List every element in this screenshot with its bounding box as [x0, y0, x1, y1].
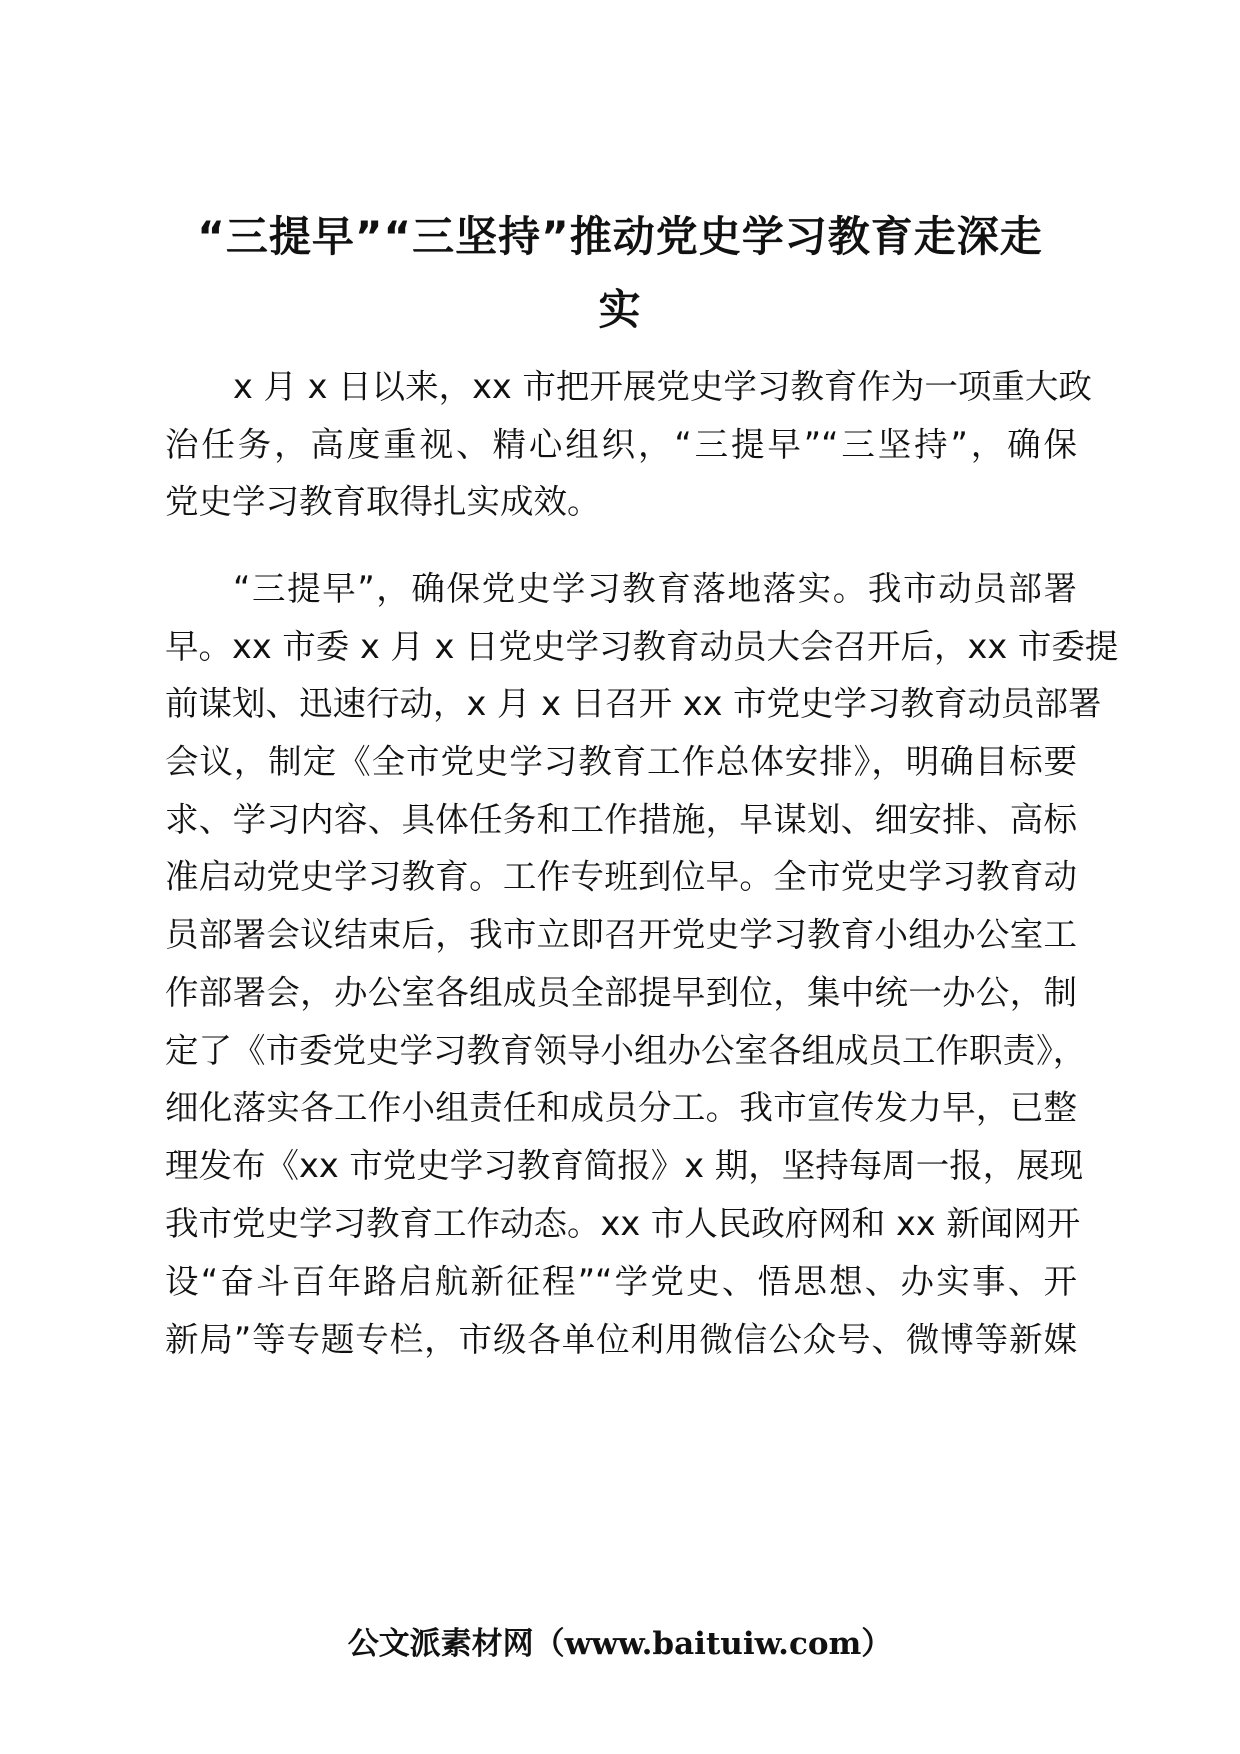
footer-watermark: 公文派素材网（www.baituiw.com） [347, 1626, 893, 1662]
paragraph-2-line-10: 细化落实各工作小组责任和成员分工。我市宣传发力早，已整 [165, 1088, 1077, 1127]
paragraph-2-line-13: 设“奋斗百年路启航新征程”“学党史、悟思想、办实事、开 [165, 1262, 1077, 1301]
paragraph-1-line-2: 治任务，高度重视、精心组织，“三提早”“三坚持”，确保 [165, 425, 1077, 464]
paragraph-2-line-5: 求、学习内容、具体任务和工作措施，早谋划、细安排、高标 [165, 800, 1077, 839]
document-title-line-1: “三提早”“三坚持”推动党史学习教育走深走 [197, 212, 1043, 261]
paragraph-2-line-1: “三提早”，确保党史学习教育落地落实。我市动员部署 [233, 569, 1077, 608]
paragraph-2-line-6: 准启动党史学习教育。工作专班到位早。全市党史学习教育动 [165, 857, 1077, 896]
paragraph-1-line-1: x 月 x 日以来，xx 市把开展党史学习教育作为一项重大政 [233, 367, 1092, 406]
paragraph-2-line-7: 员部署会议结束后，我市立即召开党史学习教育小组办公室工 [165, 915, 1077, 954]
paragraph-2-line-2: 早。xx 市委 x 月 x 日党史学习教育动员大会召开后，xx 市委提 [165, 627, 1119, 666]
paragraph-2-line-14: 新局”等专题专栏，市级各单位利用微信公众号、微博等新媒 [165, 1320, 1077, 1359]
document-title-line-2: 实 [598, 285, 642, 334]
paragraph-2-line-12: 我市党史学习教育工作动态。xx 市人民政府网和 xx 新闻网开 [165, 1204, 1081, 1243]
paragraph-2-line-3: 前谋划、迅速行动，x 月 x 日召开 xx 市党史学习教育动员部署 [165, 684, 1102, 723]
paragraph-2-line-8: 作部署会，办公室各组成员全部提早到位，集中统一办公，制 [165, 973, 1077, 1012]
paragraph-1-line-3: 党史学习教育取得扎实成效。 [165, 482, 601, 521]
paragraph-2-line-4: 会议，制定《全市党史学习教育工作总体安排》，明确目标要 [165, 742, 1077, 781]
paragraph-2-line-11: 理发布《xx 市党史学习教育简报》x 期，坚持每周一报，展现 [165, 1146, 1084, 1185]
paragraph-2-line-9: 定了《市委党史学习教育领导小组办公室各组成员工作职责》， [165, 1031, 1087, 1070]
